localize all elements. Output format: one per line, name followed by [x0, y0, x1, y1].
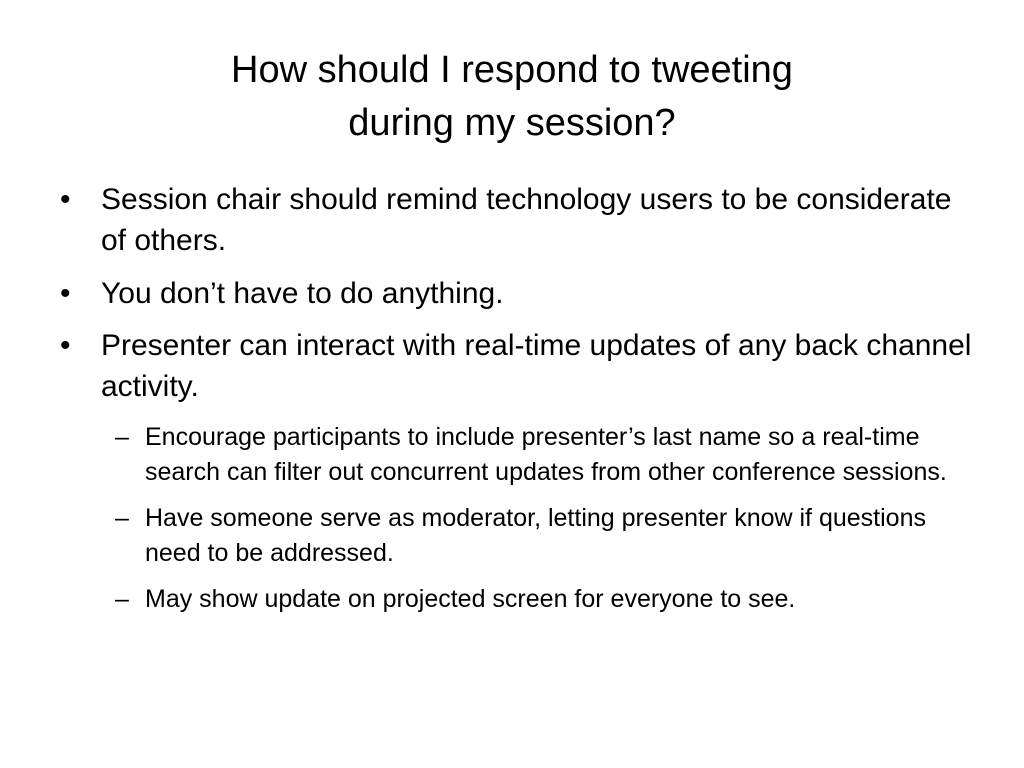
- sub-bullet-text: May show update on projected screen for everyone to see.: [145, 584, 796, 613]
- bullet-marker: •: [60, 329, 71, 363]
- slide-body: [56, 180, 976, 628]
- sub-bullet-text: Encourage participants to include presenter’s last name so a real-time search can filter out concurrent updates from other conference sessions.: [145, 422, 947, 486]
- bullet-text: Session chair should remind technology users to be considerate of others.: [101, 183, 952, 257]
- bullet-marker: •: [60, 183, 71, 216]
- sub-bullet-item: [101, 420, 976, 490]
- sub-bullet-marker: –: [115, 503, 129, 532]
- slide-title: [60, 44, 964, 150]
- bullet-item: [56, 180, 976, 262]
- bullet-item: [56, 274, 976, 315]
- slide-title-line-1: How should I respond to tweeting: [231, 49, 793, 91]
- slide-title-line-2: during my session?: [348, 102, 676, 145]
- sub-bullet-item: [101, 582, 976, 617]
- bullet-text: You don’t have to do anything.: [101, 276, 504, 310]
- sub-bullet-marker: –: [115, 584, 129, 613]
- bullet-item: [56, 326, 976, 408]
- sub-bullet-marker: –: [115, 422, 129, 451]
- sub-bullet-text: Have someone serve as moderator, letting presenter know if questions need to be addressed.: [145, 503, 926, 567]
- bullet-marker: •: [60, 276, 71, 310]
- sub-bullet-item: [101, 501, 976, 571]
- bullet-text: Presenter can interact with real-time updates of any back channel activity.: [101, 329, 972, 404]
